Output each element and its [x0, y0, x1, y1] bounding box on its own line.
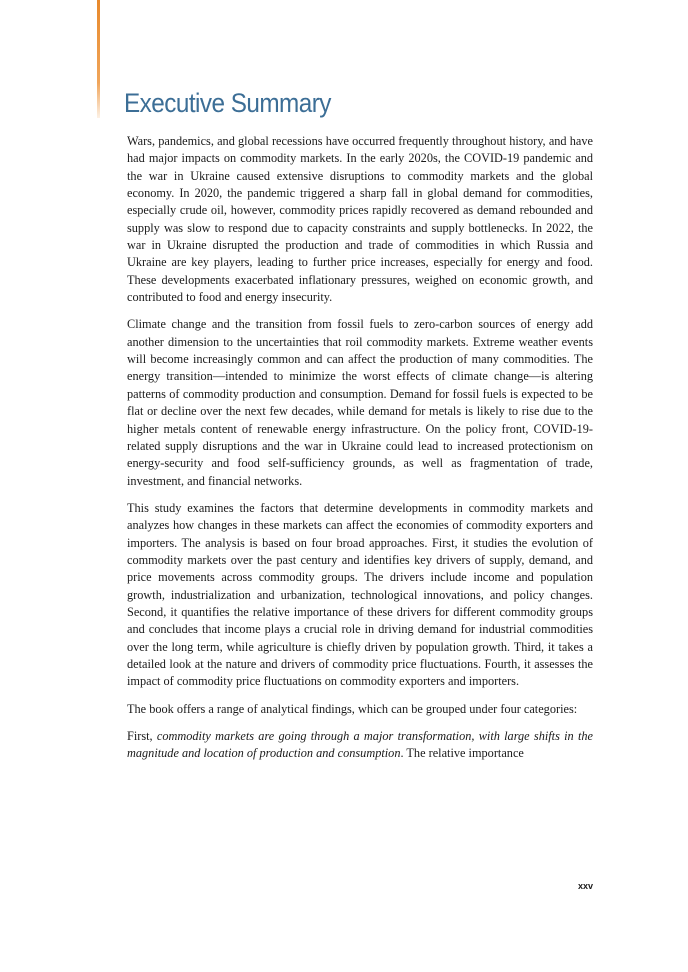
paragraph-1: Wars, pandemics, and global recessions have occurred frequently throughout history, and have had major impacts on commodity markets. In the early 2020s, the COVID-19 pandemic and the war in Ukraine caused extensive disruptions to commodity markets and the global economy. In 2020, the pandemic triggered a sharp fall in global demand for commodities, especially crude oil, however, commodity prices rapidly recovered as demand rebounded and supply was slow to respond due to capacity constraints and supply bottlenecks. In 2022, the war in Ukraine disrupted the production and trade of commodities in which Russia and Ukraine are key players, leading to further price increases, especially for energy and food. These developments exacerbated inflationary pressures, weighed on economic growth, and contributed to food and energy insecurity. — [127, 134, 593, 305]
page-number: xxv — [577, 881, 593, 891]
paragraph-5-lead: First, — [127, 729, 157, 743]
orange-accent-bar — [97, 0, 100, 118]
paragraph-4: The book offers a range of analytical findings, which can be grouped under four categories: — [127, 701, 578, 716]
page-title: Executive Summary — [124, 88, 331, 118]
paragraph-3: This study examines the factors that determine developments in commodity markets and analyzes how changes in these markets can affect the economies of commodity exporters and importers. The analysis is based on four broad approaches. First, it studies the evolution of commodity markets over the past century and identifies key drivers of supply, demand, and price movements across commodity groups. The drivers include income and population growth, industrialization and urbanization, technological innovations, and policy changes. Second, it quantifies the relative importance of these drivers for different commodity groups and concludes that income plays a crucial role in driving demand for industrial commodities over the long term, while agriculture is chiefly driven by population growth. Third, it takes a detailed look at the nature and drivers of commodity price fluctuations. Fourth, it assesses the impact of commodity price fluctuations on commodity exporters and importers. — [127, 500, 593, 689]
paragraph-5-emphasis: commodity markets are going through a major transformation, with large shifts in the magnitude and location of production and consumption — [127, 729, 593, 761]
body-text — [127, 133, 593, 773]
paragraph-2: Climate change and the transition from fossil fuels to zero-carbon sources of energy add another dimension to the uncertainties that roil commodity markets. Extreme weather events will become increasingly common and can affect the production of many commodities. The energy transition—intended to minimize the worst effects of climate change—is altering patterns of commodity production and consumption. Demand for fossil fuels is expected to be flat or decline over the next few decades, while demand for metals is likely to rise due to the higher metals content of renewable energy infrastructure. On the policy front, COVID-19-related supply disruptions and the war in Ukraine could lead to increased protectionism on energy-security and food self-sufficiency grounds, as well as fragmentation of trade, investment, and financial networks. — [127, 317, 593, 488]
paragraph-5-rest: . The relative importance — [400, 746, 524, 761]
paragraph-5 — [127, 728, 593, 763]
